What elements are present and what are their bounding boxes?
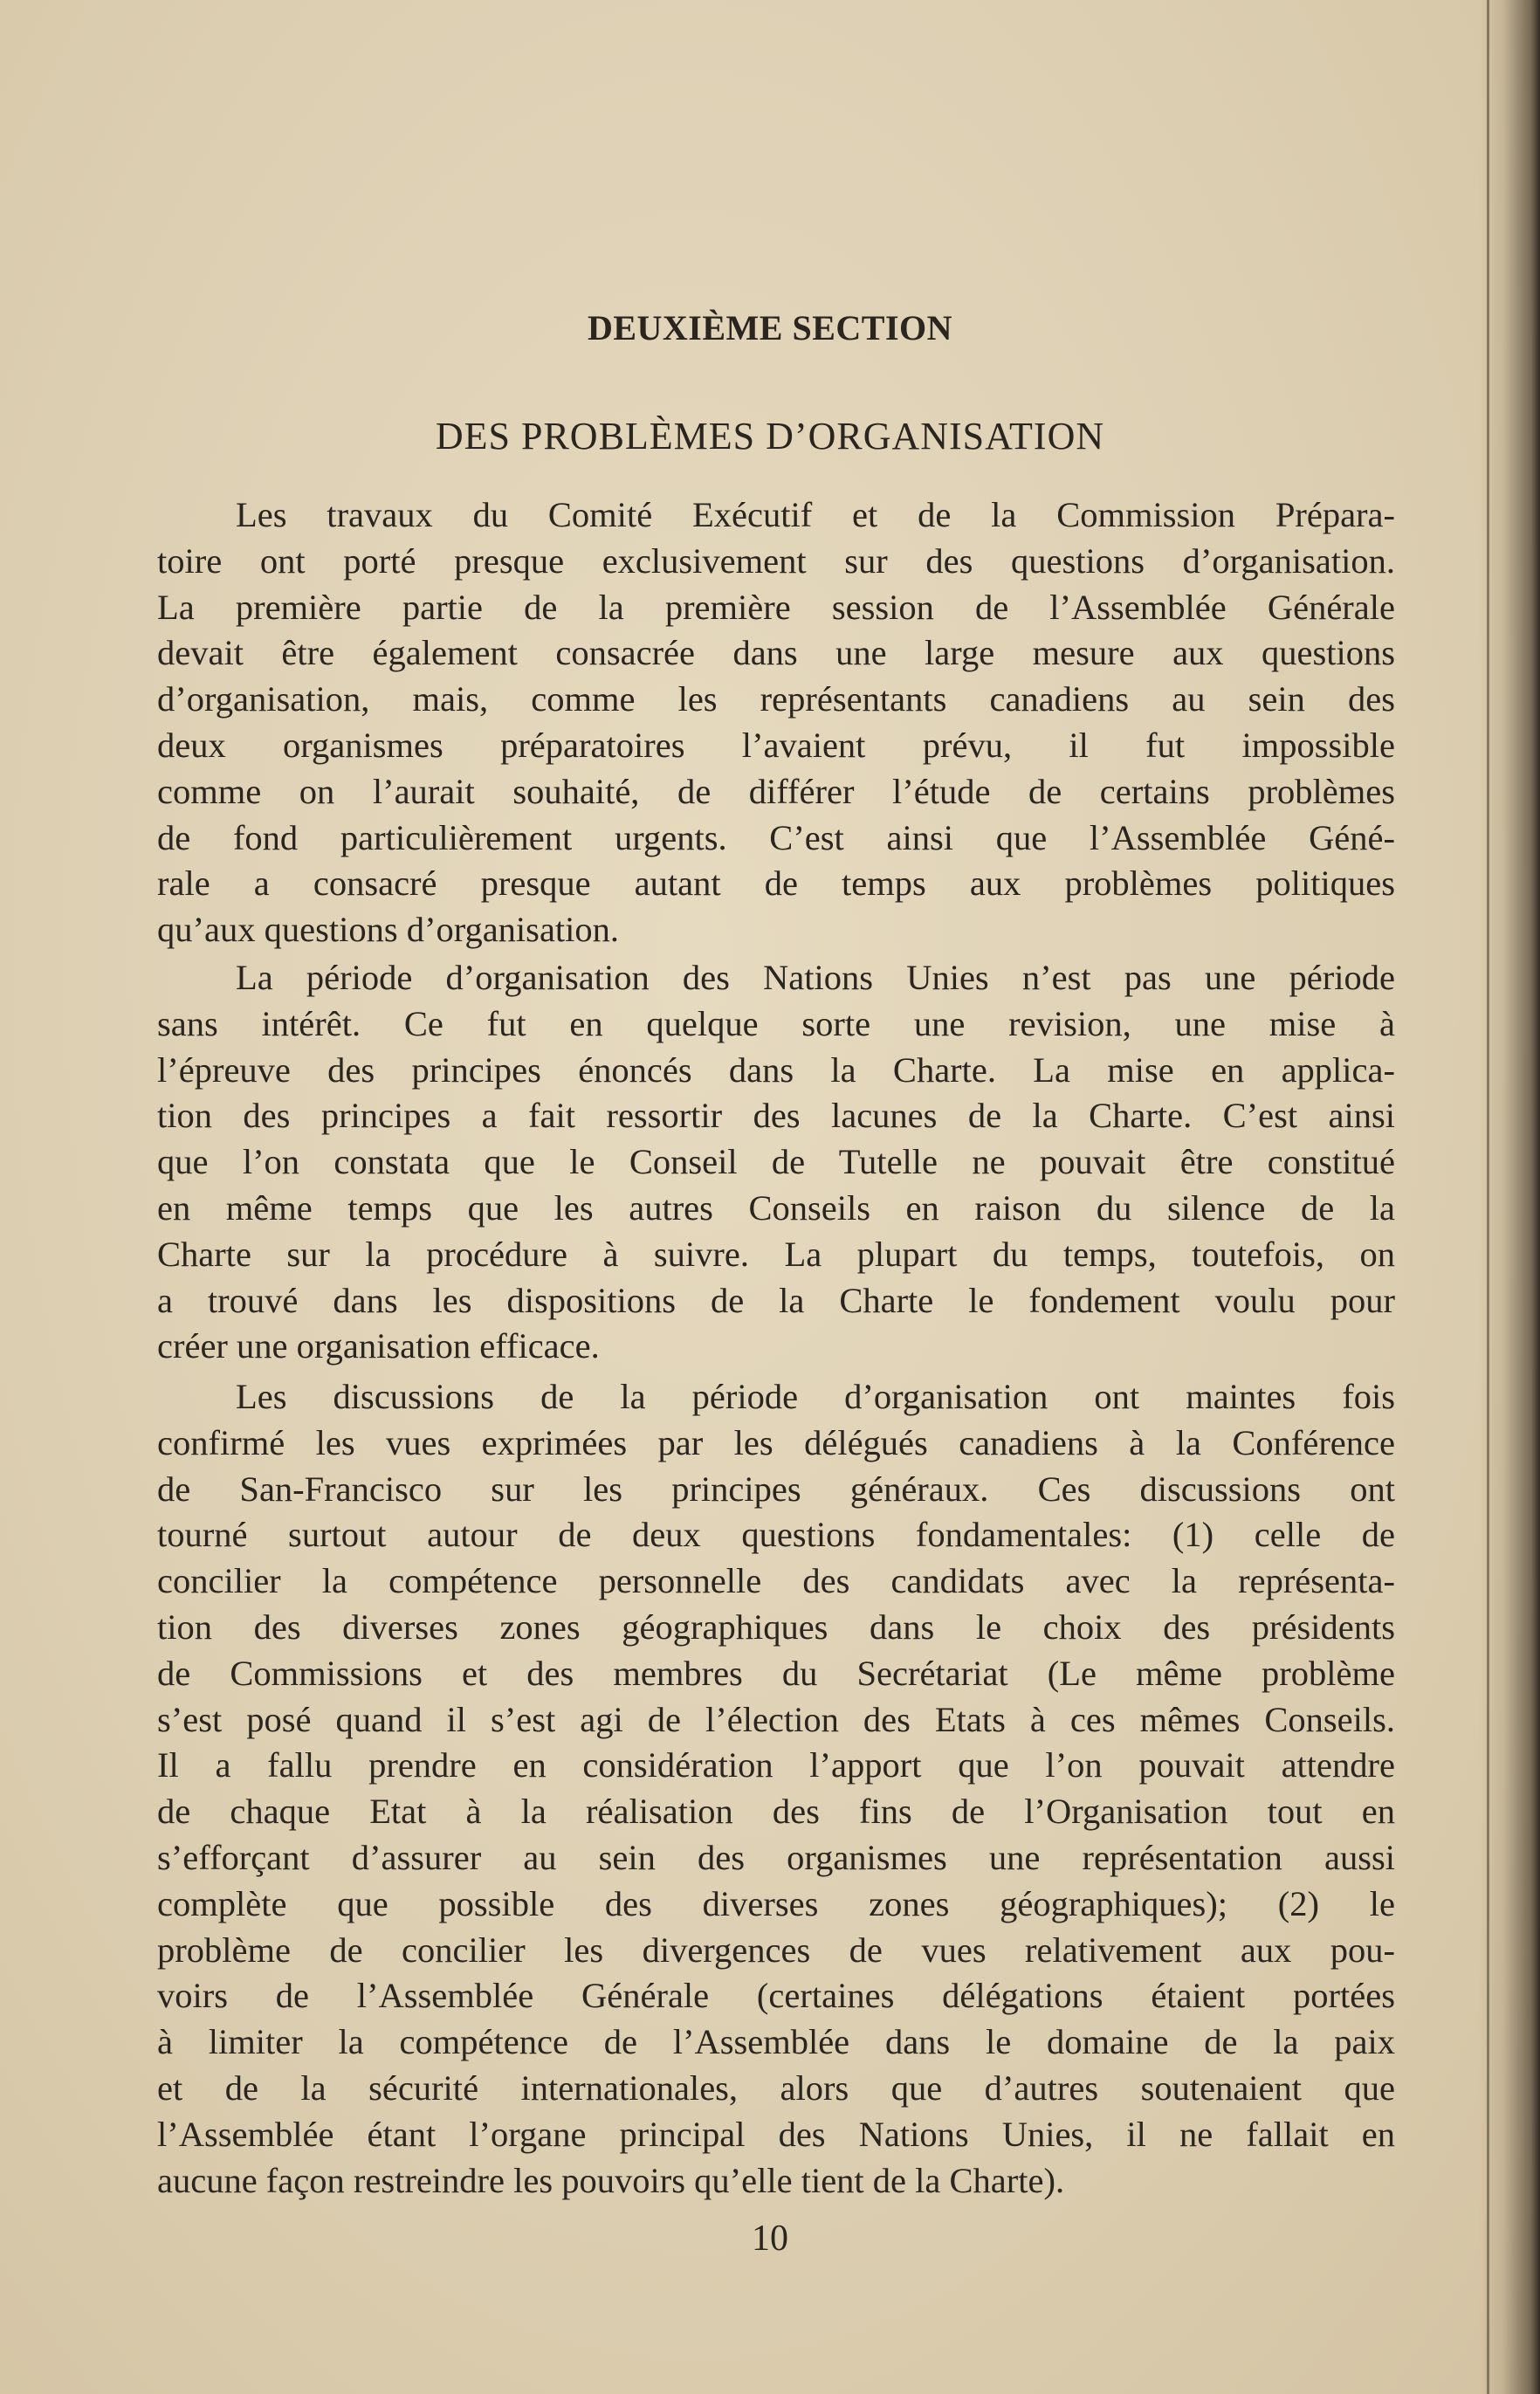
text-line: toire ont porté presque exclusivement sur des questions d’organisation. [157,540,1395,581]
text-line: La première partie de la première session de l’Assemblée Générale [157,587,1395,627]
page-edge [1487,0,1489,2394]
section-title: DEUXIÈME SECTION [587,308,953,347]
text-line: devait être également consacrée dans une large mesure aux questions [157,633,1395,673]
text-line: d’organisation, mais, comme les représentants canadiens au sein des [157,679,1395,719]
text-line: de Commissions et des membres du Secrétariat (Le même problème [157,1653,1395,1693]
text-line: et de la sécurité internationales, alors que d’autres soutenaient que [157,2067,1395,2108]
text-line: s’est posé quand il s’est agi de l’élection des Etats à ces mêmes Conseils. [157,1699,1395,1739]
text-line: de San-Francisco sur les principes généraux. Ces discussions ont [157,1469,1395,1509]
text-line: confirmé les vues exprimées par les délégués canadiens à la Conférence [157,1422,1395,1462]
text-line: concilier la compétence personnelle des candidats avec la représenta- [157,1561,1395,1601]
paragraph-3 [157,1374,1395,2204]
text-line: problème de concilier les divergences de vues relativement aux pou- [157,1930,1395,1970]
page-number: 10 [752,2219,788,2259]
text-line: de chaque Etat à la réalisation des fins de l’Organisation tout en [157,1792,1395,1832]
text-line: complète que possible des diverses zones géographiques); (2) le [157,1883,1395,1923]
text-line: tion des diverses zones géographiques dans le choix des présidents [157,1606,1395,1647]
paragraph-2 [157,955,1395,1370]
text-line: tourné surtout autour de deux questions fondamentales: (1) celle de [157,1515,1395,1555]
chapter-title: DES PROBLÈMES D’ORGANISATION [435,415,1105,457]
text-line: rale a consacré presque autant de temps aux problèmes politiques [157,863,1395,904]
text-line: aucune façon restreindre les pouvoirs qu’elle tient de la Charte). [157,2160,1065,2200]
text-line: a trouvé dans les dispositions de la Charte le fondement voulu pour [157,1280,1395,1320]
text-line: l’Assemblée étant l’organe principal des Nations Unies, il ne fallait en [157,2114,1395,2154]
text-line: deux organismes préparatoires l’avaient prévu, il fut impossible [157,725,1395,765]
text-line: voirs de l’Assemblée Générale (certaines délégations étaient portées [157,1976,1395,2016]
text-line: qu’aux questions d’organisation. [157,910,620,950]
text-line: sans intérêt. Ce fut en quelque sorte une revision, une mise à [157,1003,1395,1043]
text-line: Les discussions de la période d’organisation ont maintes fois [236,1377,1395,1416]
text-line: Les travaux du Comité Exécutif et de la Commission Prépara- [236,495,1395,534]
text-line: en même temps que les autres Conseils en raison du silence de la [157,1187,1395,1228]
text-line: créer une organisation efficace. [157,1326,600,1366]
text-line: comme on l’aurait souhaité, de différer l’étude de certains problèmes [157,771,1395,811]
text-line: tion des principes a fait ressortir des lacunes de la Charte. C’est ainsi [157,1096,1395,1136]
text-line: de fond particulièrement urgents. C’est ainsi que l’Assemblée Géné- [157,817,1395,857]
text-line: La période d’organisation des Nations Unies n’est pas une période [236,958,1395,997]
text-line: Charte sur la procédure à suivre. La plupart du temps, toutefois, on [157,1234,1395,1274]
text-line: l’épreuve des principes énoncés dans la Charte. La mise en applica- [157,1049,1395,1090]
text-line: s’efforçant d’assurer au sein des organismes une représentation aussi [157,1837,1395,1877]
paragraph-1 [157,492,1395,953]
text-line: à limiter la compétence de l’Assemblée dans le domaine de la paix [157,2022,1395,2062]
text-line: Il a fallu prendre en considération l’apport que l’on pouvait attendre [157,1745,1395,1785]
text-line: que l’on constata que le Conseil de Tutelle ne pouvait être constitué [157,1142,1395,1182]
